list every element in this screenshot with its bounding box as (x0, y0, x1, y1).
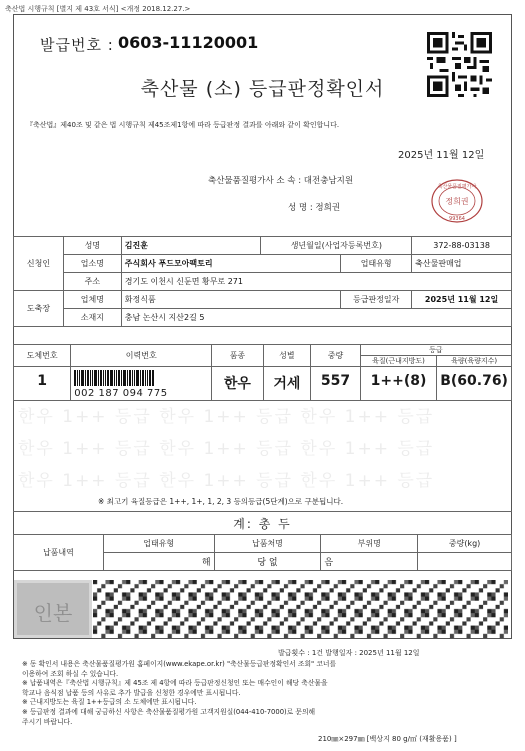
weight-header: 중량 (311, 345, 361, 367)
issue-number: 0603-11120001 (118, 33, 259, 52)
delivery-dest-label: 납품처명 (214, 535, 321, 553)
paper-spec: 210㎜×297㎜ [백상지 80 g/㎡ (재활용품) ] (318, 735, 457, 743)
weight-value: 557 (311, 367, 361, 401)
svg-text:정희권: 정희권 (445, 197, 469, 206)
trace-cell (71, 367, 212, 401)
location-value: 충남 논산시 지산2길 5 (121, 309, 511, 327)
name-label: 성명 (63, 237, 121, 255)
birth-value: 372-88-03138 (412, 237, 512, 255)
security-pattern-left (14, 580, 92, 638)
issue-number-label: 발급번호 : (40, 36, 114, 54)
biztype-value: 축산물판매업 (412, 255, 512, 273)
breed-header: 품종 (212, 345, 263, 367)
breed-value: 한우 (212, 367, 263, 401)
applicant-name: 김진훈 (121, 237, 261, 255)
barcode (74, 370, 154, 386)
watermark-row: 한우 1++ 등급 한우 1++ 등급 한우 1++ 등급 (18, 439, 435, 459)
company-label: 업소명 (63, 255, 121, 273)
divider (13, 511, 512, 512)
slaughterhouse-section-label: 도축장 (14, 291, 64, 327)
address-label: 주소 (63, 273, 121, 291)
issue-meta: 발급횟수 : 1건 발행일자 : 2025년 11월 12일 (278, 649, 420, 657)
total-count: 계: 총 두 (233, 517, 292, 531)
delivery-dest-value: 당 없 (214, 553, 321, 571)
yield-header: 육량(육량지수) (437, 356, 512, 367)
delivery-part-value: 음 (321, 553, 418, 571)
footnote-line: 주시기 바랍니다. (22, 717, 73, 726)
svg-text:축산물품질평가사: 축산물품질평가사 (437, 184, 477, 190)
grade-header: 등급 (360, 345, 511, 356)
svg-text:99364: 99364 (449, 216, 465, 222)
grade-note: ※ 최고기 육질등급은 1++, 1+, 1, 2, 3 등의등급(5단계)으로 구분됩니다. (98, 497, 344, 506)
trace-no-header: 이력번호 (71, 345, 212, 367)
location-label: 소재지 (63, 309, 121, 327)
carcass-table (13, 344, 512, 401)
legal-statement: 『축산법』제40조 및 같은 법 시행규칙 제45조제1항에 따라 등급판정 결과를 아래와 같이 확인합니다. (26, 121, 340, 129)
carcass-no-header: 도체번호 (14, 345, 71, 367)
watermark-row: 한우 1++ 등급 한우 1++ 등급 한우 1++ 등급 (18, 407, 435, 427)
footnote-line: 이용하여 조회 하실 수 있습니다. (22, 669, 119, 678)
applicant-table (13, 236, 512, 327)
delivery-weight-value (418, 553, 512, 571)
grade-date-label: 등급판정일자 (341, 291, 412, 309)
carcass-no: 1 (14, 367, 71, 401)
issue-date: 2025년 11월 12일 (398, 150, 485, 161)
quality-grade: 1++(8) (360, 367, 436, 401)
delivery-part-label: 부위명 (321, 535, 418, 553)
footnote-line: ※ 납품내역은『축산법 시행규칙』제 45조 제 4항에 따라 등급판정신청인 또는 매수인이 해당 축산물을 (22, 679, 328, 688)
watermark-row: 한우 1++ 등급 한우 1++ 등급 한우 1++ 등급 (18, 471, 435, 491)
footnote-line: ※ 근내지방도는 육질 1++등급의 소 도체에만 표시됩니다. (22, 698, 197, 707)
delivery-biztype-value: 해 (103, 553, 214, 571)
document-title: 축산물 (소) 등급판정확인서 (140, 78, 385, 100)
security-pattern-noise (93, 580, 508, 638)
birth-label: 생년월일(사업자등록번호) (261, 237, 412, 255)
sex-value: 거세 (263, 367, 310, 401)
yield-grade: B(60.76) (437, 367, 512, 401)
official-seal (430, 178, 484, 224)
footnotes (22, 660, 502, 727)
footnote-line: ※ 동 확인서 내용은 축산물품질평가원 홈페이지(www.ekape.or.kr) "축산물등급판정확인서 조회" 코너를 (22, 660, 337, 668)
delivery-table (13, 534, 512, 571)
slaughterhouse-name: 화정식품 (121, 291, 340, 309)
footnote-line: ※ 등급판정 결과에 대해 궁금하신 사항은 축산물품질평가원 고객지원실(044-410-7000)로 문의해 (22, 707, 316, 716)
applicant-section-label: 신청인 (14, 237, 64, 291)
company-name: 주식회사 푸드모아팩토리 (121, 255, 340, 273)
footnote-line: 학교나 음식점 납품 등의 사유로 추가 발급을 신청한 경우에만 표시됩니다. (22, 688, 241, 697)
svg-text:인본: 인본 (33, 601, 73, 625)
sex-header: 성별 (263, 345, 310, 367)
grader-name: 성 명 : 정희권 (288, 203, 341, 213)
biztype-label: 업태유형 (341, 255, 412, 273)
grade-date: 2025년 11월 12일 (412, 291, 512, 309)
slaughterhouse-name-label: 업체명 (63, 291, 121, 309)
address-value: 경기도 이천시 신둔면 황무로 271 (121, 273, 511, 291)
form-note: 축산법 시행규칙 [별지 제 43호 서식] <개정 2018.12.27.> (5, 5, 191, 13)
grader-affiliation: 축산물품질평가사 소 속 : 대전충남지원 (208, 176, 354, 186)
quality-header: 육질(근내지방도) (360, 356, 436, 367)
delivery-biztype-label: 업태유형 (103, 535, 214, 553)
delivery-section-label: 납품내역 (14, 535, 104, 571)
trace-number: 002 187 094 775 (74, 388, 168, 399)
delivery-weight-label: 중량(kg) (418, 535, 512, 553)
